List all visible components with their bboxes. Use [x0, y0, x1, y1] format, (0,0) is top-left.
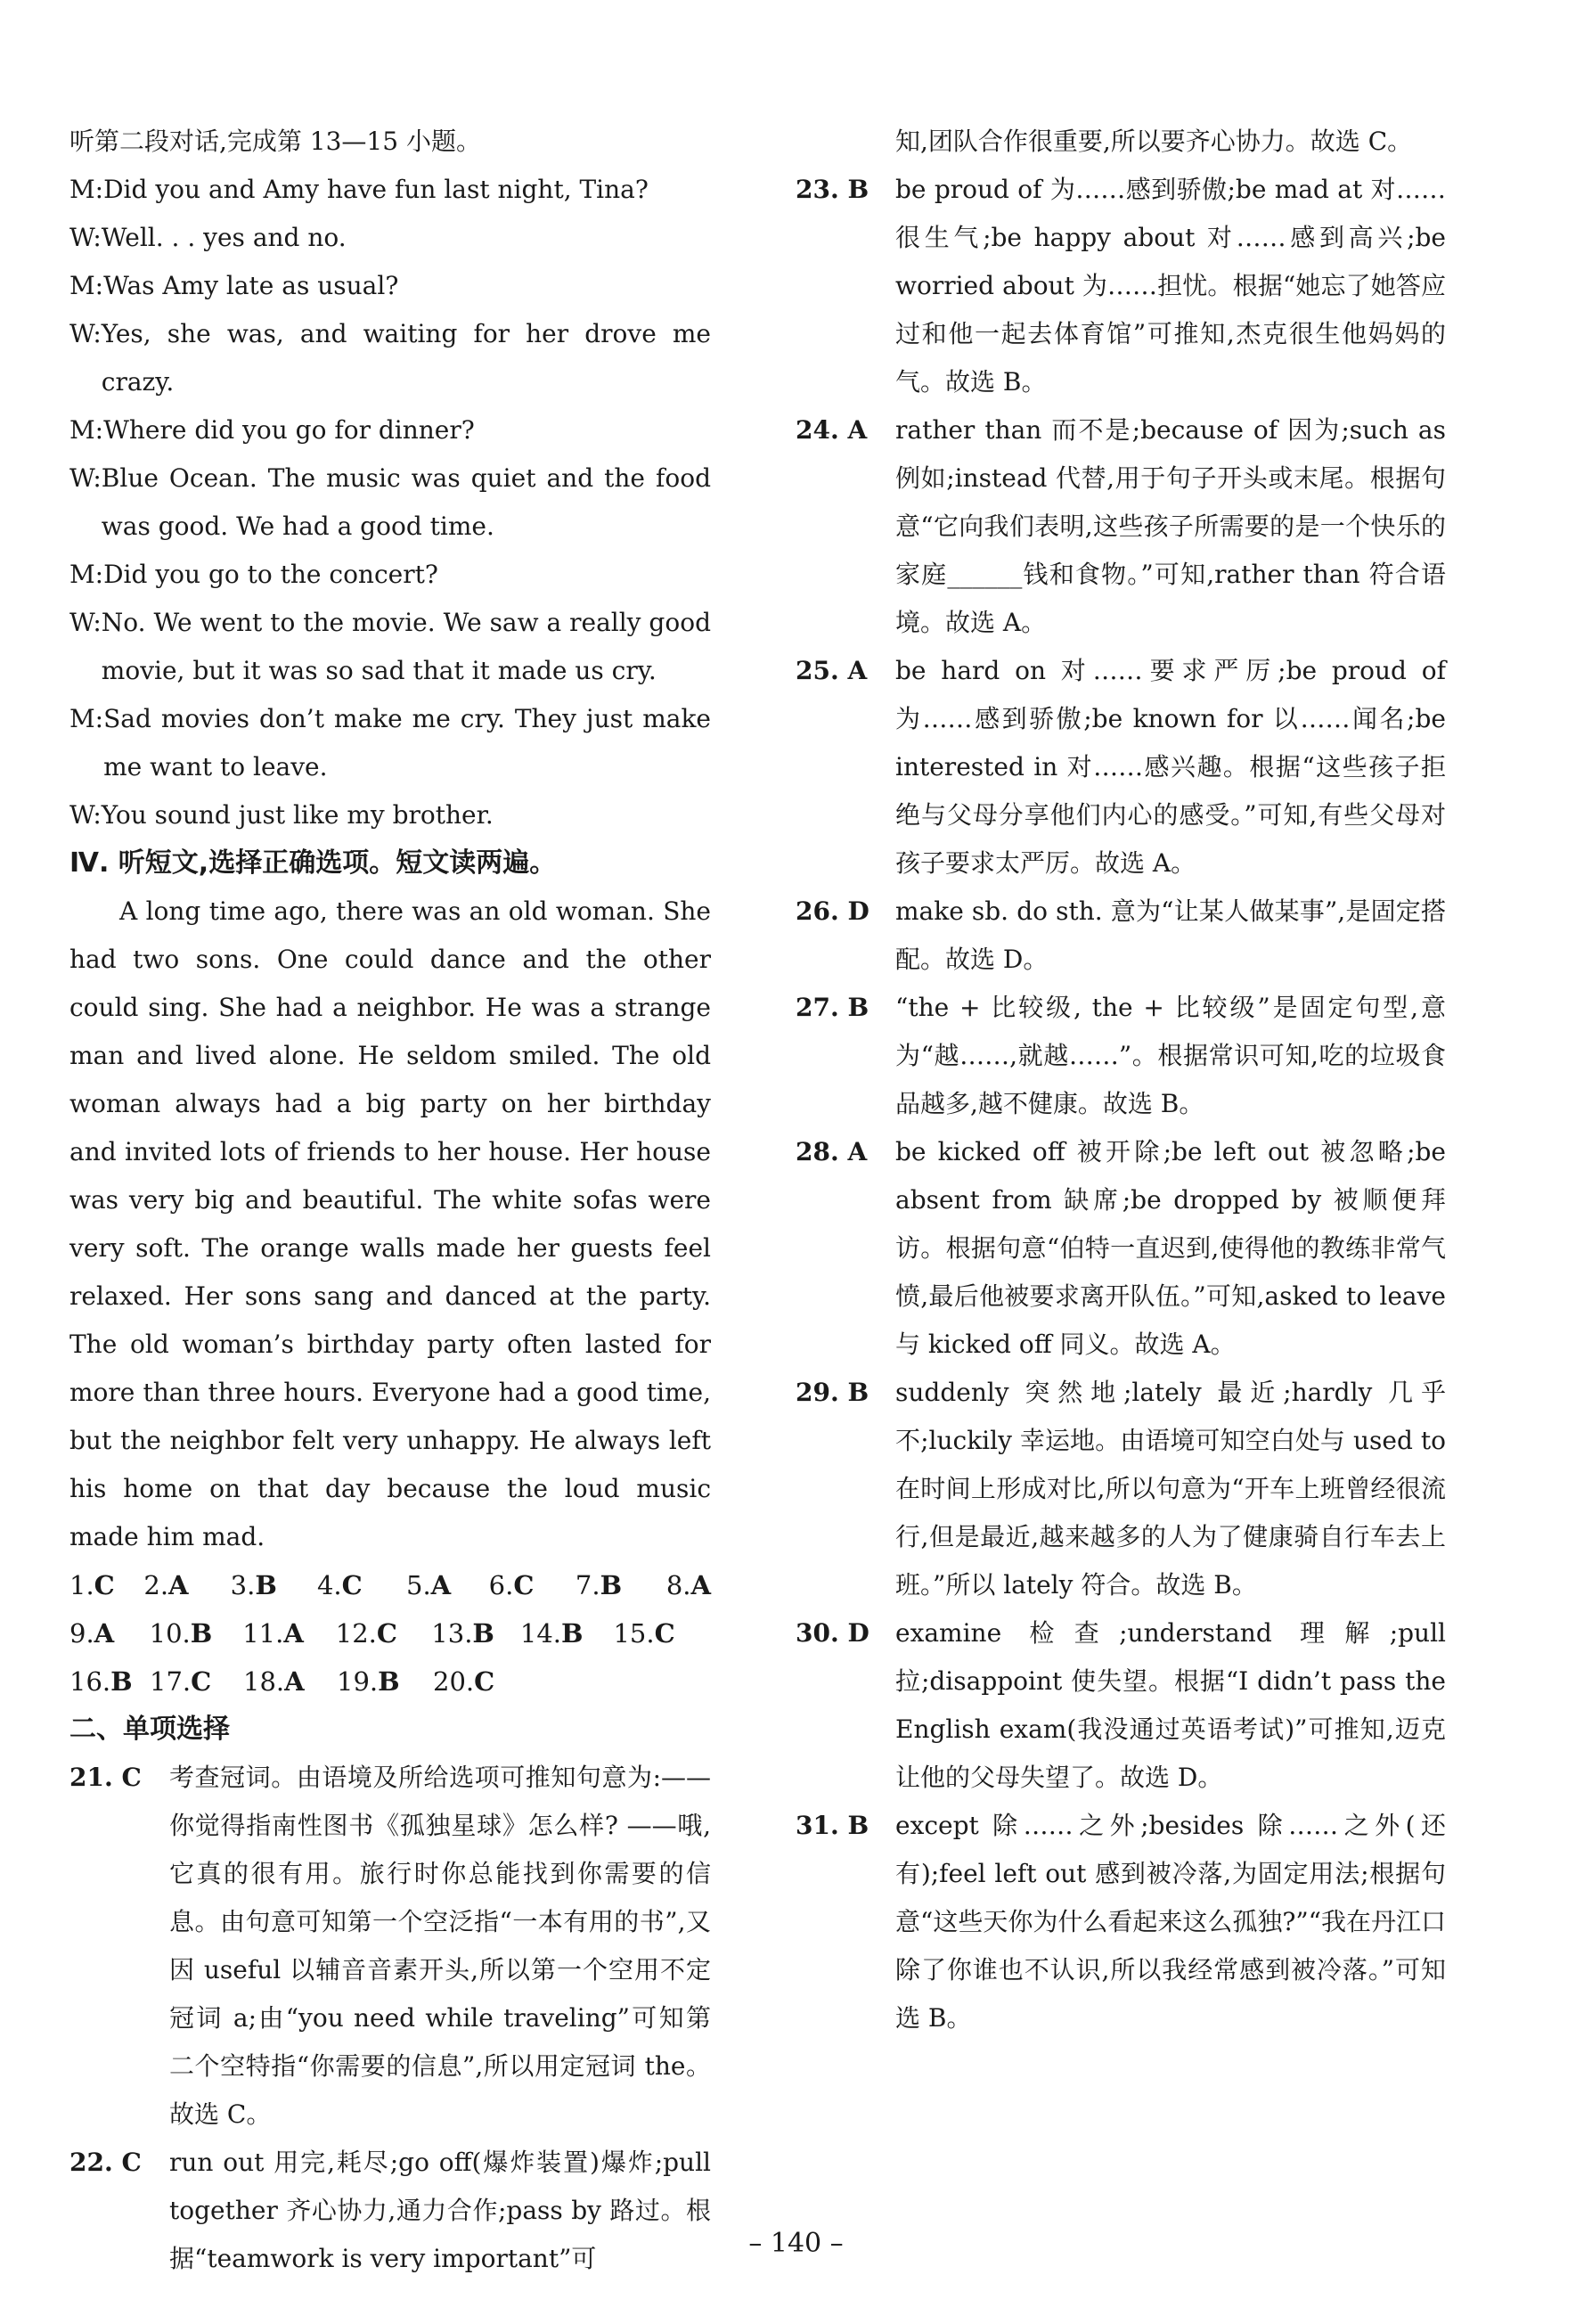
answer-letter: B — [255, 1570, 277, 1600]
answer-letter: B — [472, 1618, 494, 1649]
question-item — [796, 406, 1446, 647]
dialogue-text: No. We went to the movie. We saw a really good movie, but it was so sad that it made us cry. — [101, 608, 711, 685]
answer-letter: C — [94, 1570, 115, 1600]
question-number: 25. A — [796, 656, 868, 685]
answer-letter: A — [283, 1618, 304, 1649]
explanation: be hard on 对……要求严厉;be proud of 为……感到骄傲;be known for 以……闻名;be interested in 对……感兴趣。根据“这些孩子拒绝与父母分享他们内心的感受。”可知,有些父母对孩子要求太严厉。故选 A。 — [895, 656, 1446, 878]
speaker-label: M: — [69, 175, 104, 204]
answer-row — [69, 1561, 711, 1609]
question-number: 24. A — [796, 415, 868, 445]
dialogue-text: You sound just like my brother. — [101, 800, 494, 830]
answer-number: 18. — [243, 1666, 285, 1697]
question-number: 28. A — [796, 1137, 868, 1166]
explanation: run out 用完,耗尽;go off(爆炸装置)爆炸;pull together 齐心协力,通力合作;pass by 路过。根据“teamwork is very important”可 — [169, 2148, 711, 2273]
question-number: 26. D — [796, 896, 869, 926]
answer-item — [431, 1609, 520, 1657]
dialogue-text: Did you go to the concert? — [103, 560, 438, 589]
answer-item — [337, 1657, 433, 1706]
answer-item — [69, 1609, 150, 1657]
answer-letter: B — [600, 1570, 623, 1600]
answer-letter: C — [474, 1666, 495, 1697]
explanation: be proud of 为……感到骄傲;be mad at 对……很生气;be happy about 对……感到高兴;be worried about 为……担忧。根据“她忘了她答应过和他一起去体育馆”可推知,杰克很生他妈妈的气。故选 B。 — [895, 175, 1446, 397]
question-item — [796, 1609, 1446, 1802]
left-column — [69, 118, 711, 2283]
dialogue-text: Yes, she was, and waiting for her drove me crazy. — [101, 319, 711, 397]
answer-number: 5. — [406, 1570, 431, 1600]
explanation: make sb. do sth. 意为“让某人做某事”,是固定搭配。故选 D。 — [895, 896, 1446, 974]
question-item — [796, 984, 1446, 1128]
answer-letter: C — [376, 1618, 397, 1649]
answer-letter: A — [94, 1618, 115, 1649]
answer-row — [69, 1609, 711, 1657]
answer-item — [231, 1561, 317, 1609]
explanation: “the + 比较级, the + 比较级”是固定句型,意为“越……,就越……”。根据常识可知,吃的垃圾食品越多,越不健康。故选 B。 — [895, 993, 1446, 1118]
question-item — [796, 1802, 1446, 2042]
answer-letter: A — [430, 1570, 452, 1600]
explanation: be kicked off 被开除;be left out 被忽略;be absent from 缺席;be dropped by 被顺便拜访。根据句意“伯特一直迟到,使得他的教练非常气愤,最后他被要求离开队伍。”可知,asked to leave 与 kicked off 同义。故选 A。 — [895, 1137, 1446, 1359]
dialogue-text: Was Amy late as usual? — [103, 271, 399, 300]
speaker-label: W: — [69, 223, 102, 252]
answer-number: 4. — [316, 1570, 342, 1600]
question-number: 29. B — [796, 1378, 869, 1407]
answer-number: 14. — [519, 1618, 561, 1649]
answer-letter: A — [168, 1570, 189, 1600]
answer-number: 3. — [230, 1570, 256, 1600]
answer-number: 11. — [242, 1618, 284, 1649]
answer-number: 12. — [335, 1618, 377, 1649]
dialogue-line — [69, 166, 711, 214]
section-2-heading: 二、单项选择 — [69, 1714, 230, 1745]
page-number: – 140 – — [748, 2228, 844, 2259]
question-item — [796, 1369, 1446, 1609]
answer-item — [576, 1561, 666, 1609]
dialogue-text: Blue Ocean. The music was quiet and the food was good. We had a good time. — [101, 463, 711, 541]
speaker-label: M: — [69, 415, 104, 445]
answer-item — [613, 1609, 711, 1657]
answer-letter: B — [110, 1666, 133, 1697]
question-number: 21. C — [69, 1763, 142, 1792]
answer-number: 13. — [431, 1618, 473, 1649]
answer-item — [242, 1609, 336, 1657]
answer-number: 8. — [665, 1570, 691, 1600]
question-number: 31. B — [796, 1811, 869, 1840]
dialogue-text: Well. . . yes and no. — [101, 223, 347, 252]
answer-item — [317, 1561, 406, 1609]
answer-item — [243, 1657, 337, 1706]
answer-number: 1. — [69, 1570, 94, 1600]
question-item — [796, 1128, 1446, 1369]
answer-letter: A — [284, 1666, 305, 1697]
answer-number: 2. — [143, 1570, 169, 1600]
answer-item — [489, 1561, 576, 1609]
question-item — [796, 888, 1446, 984]
question-number: 27. B — [796, 993, 869, 1022]
listening-passage — [69, 888, 711, 1561]
question-explanations — [796, 166, 1446, 2042]
explanation: suddenly 突然地;lately 最近;hardly 几乎不;luckily 幸运地。由语境可知空白处与 used to 在时间上形成对比,所以句意为“开车上班曾经很流行,但是最近,越来越多的人为了健康骑自行车去上班。”所以 lately 符合。故选 B。 — [895, 1378, 1446, 1600]
answer-key — [69, 1561, 711, 1706]
answer-item — [69, 1561, 143, 1609]
answer-item — [433, 1657, 522, 1706]
answer-letter: B — [378, 1666, 400, 1697]
answer-number: 17. — [150, 1666, 192, 1697]
speaker-label: M: — [69, 271, 104, 300]
answer-number: 10. — [149, 1618, 191, 1649]
answer-item — [520, 1609, 614, 1657]
dialogue-line — [69, 406, 711, 454]
answer-letter: C — [191, 1666, 212, 1697]
explanation: examine 检查;understand 理解;pull 拉;disappoint 使失望。根据“I didn’t pass the English exam(我没通过英语考试)”可推知,迈克让他的父母失望了。故选 D。 — [895, 1618, 1446, 1792]
answer-letter: C — [513, 1570, 535, 1600]
answer-item — [143, 1561, 230, 1609]
answer-item — [336, 1609, 432, 1657]
dialogue-text: Where did you go for dinner? — [103, 415, 475, 445]
speaker-label: W: — [69, 319, 102, 348]
question-number: 23. B — [796, 175, 869, 204]
dialogue-text: Did you and Amy have fun last night, Tina? — [103, 175, 649, 204]
answer-letter: A — [690, 1570, 712, 1600]
speaker-label: W: — [69, 463, 102, 493]
question-number: 30. D — [796, 1618, 869, 1648]
speaker-label: W: — [69, 800, 102, 830]
dialogue-line — [69, 262, 711, 310]
dialogue-text: Sad movies don’t make me cry. They just make me want to leave. — [103, 704, 711, 781]
explanation: rather than 而不是;because of 因为;such as 例如;instead 代替,用于句子开头或末尾。根据句意“它向我们表明,这些孩子所需要的是一个快乐的家庭______钱和食物。”可知,rather than 符合语境。故选 A。 — [895, 415, 1446, 637]
dialogue-line — [69, 695, 711, 791]
answer-letter: C — [654, 1618, 675, 1649]
speaker-label: W: — [69, 608, 102, 637]
right-column — [796, 118, 1446, 2042]
answer-letter: B — [561, 1618, 584, 1649]
dialogue — [69, 166, 711, 839]
speaker-label: M: — [69, 560, 104, 589]
question-item — [796, 166, 1446, 406]
answer-letter: B — [190, 1618, 213, 1649]
answer-item — [150, 1609, 243, 1657]
answer-number: 19. — [337, 1666, 379, 1697]
answer-letter: C — [341, 1570, 363, 1600]
dialogue-line — [69, 551, 711, 599]
answer-number: 9. — [69, 1618, 94, 1649]
question-21 — [69, 1754, 711, 2139]
answer-item — [406, 1561, 489, 1609]
answer-row — [69, 1657, 711, 1706]
answer-item — [69, 1657, 150, 1706]
speaker-label: M: — [69, 704, 104, 733]
explanation: except 除……之外;besides 除……之外(还有);feel left out 感到被冷落,为固定用法;根据句意“这些天你为什么看起来这么孤独?”“我在丹江口除了你谁也不认识,所以我经常感到被冷落。”可知选 B。 — [895, 1811, 1446, 2033]
dialogue-line — [69, 599, 711, 695]
question-22-continued: 知,团队合作很重要,所以要齐心协力。故选 C。 — [895, 127, 1413, 156]
dialogue-line — [69, 214, 711, 262]
explanation: 考查冠词。由语境及所给选项可推知句意为:——你觉得指南性图书《孤独星球》怎么样? ——哦,它真的很有用。旅行时你总能找到你需要的信息。由句意可知第一个空泛指“一本有用的书”,又因 useful 以辅音音素开头,所以第一个空用不定冠词 a;由“you need while traveling”可知第二个空特指“你需要的信息”,所以用定冠词 the。故选 C。 — [169, 1763, 711, 2129]
answer-item — [666, 1561, 711, 1609]
dialogue-line — [69, 454, 711, 551]
passage-text: A long time ago, there was an old woman. She had two sons. One could dance and the other could sing. She had a neighbor. He was a strange man and lived alone. He seldom smiled. The old woman always had a big party on her birthday and invited lots of friends to her house. Her house was very big and beautiful. The white sofas were very soft. The orange walls made her guests feel relaxed. Her sons sang and danced at the party. The old woman’s birthday party often lasted for more than three hours. Everyone had a good time, but the neighbor felt very unhappy. He always left his home on that day because the loud music made him mad. — [69, 896, 711, 1551]
question-number: 22. C — [69, 2148, 142, 2177]
answer-number: 7. — [575, 1570, 600, 1600]
answer-number: 15. — [613, 1618, 655, 1649]
answer-number: 16. — [69, 1666, 111, 1697]
section-4-heading: Ⅳ. 听短文,选择正确选项。短文读两遍。 — [69, 847, 557, 879]
question-item — [796, 647, 1446, 888]
dialogue-intro: 听第二段对话,完成第 13—15 小题。 — [69, 127, 481, 156]
answer-number: 6. — [488, 1570, 514, 1600]
dialogue-line — [69, 310, 711, 406]
question-22 — [69, 2139, 711, 2283]
answer-number: 20. — [433, 1666, 475, 1697]
dialogue-line — [69, 791, 711, 839]
answer-item — [150, 1657, 243, 1706]
